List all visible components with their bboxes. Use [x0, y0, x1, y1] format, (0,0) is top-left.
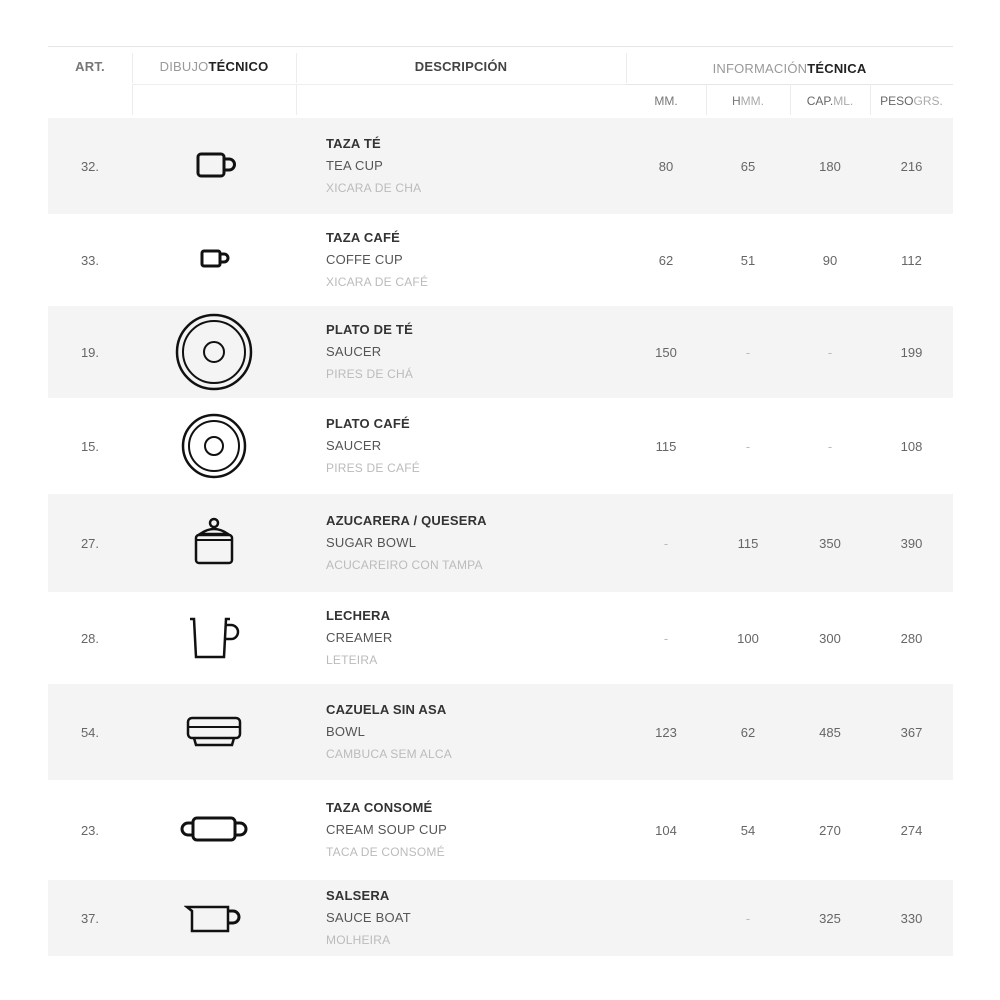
- coffee-saucer-icon: [132, 398, 296, 494]
- divider: [296, 84, 297, 115]
- table-row: [48, 118, 953, 214]
- name-pt: LETEIRA: [326, 653, 378, 667]
- art-number: 54.: [80, 724, 100, 740]
- subheader-peso-bold: PESO: [880, 93, 914, 108]
- name-pt: MOLHEIRA: [326, 933, 391, 947]
- name-en: CREAM SOUP CUP: [326, 822, 448, 837]
- value-cap: 90: [822, 252, 838, 268]
- value-mm: 62: [658, 252, 674, 268]
- table-row: [48, 684, 953, 780]
- divider: [132, 84, 626, 85]
- sauce-boat-icon: [132, 880, 296, 956]
- value-cap: -: [827, 438, 833, 454]
- divider: [870, 84, 871, 115]
- subheader-cap-light: ML.: [833, 93, 854, 108]
- name-en: CREAMER: [326, 630, 393, 645]
- divider: [132, 53, 133, 83]
- value-mm: 104: [655, 822, 677, 838]
- value-cap: 350: [819, 535, 841, 551]
- value-peso: 112: [901, 252, 922, 268]
- header-art: ART.: [75, 59, 105, 74]
- name-en: SAUCER: [326, 438, 382, 453]
- name-pt: TACA DE CONSOMÉ: [326, 845, 445, 859]
- table-row: [48, 880, 953, 956]
- value-cap: 325: [819, 910, 841, 926]
- value-mm: 150: [655, 344, 677, 360]
- subheader-mm: MM.: [654, 93, 678, 108]
- value-h: -: [745, 910, 751, 926]
- table-row: [48, 780, 953, 880]
- value-h: -: [745, 438, 751, 454]
- table-row: [48, 592, 953, 684]
- header-informacion-tecnica: [626, 47, 953, 85]
- subheader-h: [706, 84, 790, 117]
- name-en: SUGAR BOWL: [326, 535, 417, 550]
- header-info-bold: TÉCNICA: [807, 61, 867, 76]
- table-subheader: [48, 84, 953, 117]
- description: [296, 398, 626, 494]
- art-number: 27.: [80, 535, 100, 551]
- value-peso: 199: [900, 344, 923, 360]
- value-h: 51: [740, 252, 756, 268]
- name-en: COFFE CUP: [326, 252, 403, 267]
- art-number: 32.: [80, 158, 100, 174]
- name-pt: XICARA DE CHA: [326, 181, 422, 195]
- value-cap: 270: [819, 822, 841, 838]
- subheader-cap-bold: CAP.: [806, 93, 834, 108]
- tea-saucer-icon: [132, 306, 296, 398]
- description: [296, 780, 626, 880]
- description: [296, 118, 626, 214]
- value-cap: 300: [819, 630, 841, 646]
- subheader-cap: [790, 84, 870, 117]
- art-number: 33.: [80, 252, 100, 268]
- name-pt: XICARA DE CAFÉ: [326, 275, 429, 289]
- tea-cup-icon: [132, 118, 296, 214]
- description: [296, 494, 626, 592]
- art-number: 15.: [80, 438, 100, 454]
- name-es: LECHERA: [326, 608, 391, 623]
- value-h: 62: [740, 724, 756, 740]
- value-h: 100: [737, 630, 759, 646]
- description: [296, 306, 626, 398]
- divider: [132, 84, 133, 115]
- value-h: 54: [740, 822, 756, 838]
- name-es: PLATO CAFÉ: [326, 416, 410, 431]
- description: [296, 214, 626, 306]
- value-h: 65: [740, 158, 756, 174]
- name-pt: PIRES DE CAFÉ: [326, 461, 420, 475]
- art-number: 37.: [80, 910, 100, 926]
- subheader-peso: [870, 84, 953, 117]
- value-peso: 330: [900, 910, 923, 926]
- description: [296, 684, 626, 780]
- value-mm: 115: [655, 438, 677, 454]
- subheader-h-light: MM.: [740, 93, 764, 108]
- value-cap: 485: [819, 724, 841, 740]
- value-peso: 216: [900, 158, 923, 174]
- name-en: TEA CUP: [326, 158, 384, 173]
- divider: [296, 53, 297, 83]
- table-row: [48, 494, 953, 592]
- creamer-icon: [132, 592, 296, 684]
- divider: [626, 53, 627, 83]
- art-number: 23.: [80, 822, 100, 838]
- header-info-light: INFORMACIÓN: [712, 61, 808, 76]
- header-dibujo-light: DIBUJO: [159, 59, 209, 74]
- divider: [706, 84, 707, 115]
- table-row: [48, 214, 953, 306]
- subheader-peso-light: GRS.: [913, 93, 943, 108]
- subheader-h-bold: H: [732, 93, 741, 108]
- value-cap: 180: [819, 158, 841, 174]
- name-en: BOWL: [326, 724, 366, 739]
- sugar-bowl-icon: [132, 494, 296, 592]
- value-peso: 367: [900, 724, 923, 740]
- name-en: SAUCER: [326, 344, 382, 359]
- name-es: SALSERA: [326, 888, 390, 903]
- table-row: [48, 398, 953, 494]
- value-peso: 390: [900, 535, 923, 551]
- value-cap: -: [827, 344, 833, 360]
- name-es: TAZA TÉ: [326, 136, 381, 151]
- value-peso: 108: [900, 438, 923, 454]
- name-pt: PIRES DE CHÁ: [326, 367, 414, 381]
- value-mm: [626, 880, 706, 956]
- divider: [790, 84, 791, 115]
- name-en: SAUCE BOAT: [326, 910, 411, 925]
- header-dibujo-tecnico: [132, 47, 296, 85]
- value-h: 115: [737, 535, 759, 551]
- value-mm: 123: [655, 724, 677, 740]
- value-peso: 274: [900, 822, 923, 838]
- description: [296, 592, 626, 684]
- header-descripcion: DESCRIPCIÓN: [414, 59, 508, 74]
- value-mm: 80: [658, 158, 674, 174]
- value-h: -: [745, 344, 751, 360]
- name-es: PLATO DE TÉ: [326, 322, 413, 337]
- name-pt: CAMBUCA SEM ALCA: [326, 747, 452, 761]
- header-dibujo-bold: TÉCNICO: [208, 59, 269, 74]
- art-number: 19.: [80, 344, 100, 360]
- table-row: [48, 306, 953, 398]
- table-header: [48, 46, 953, 85]
- name-es: CAZUELA SIN ASA: [326, 702, 447, 717]
- soup-cup-icon: [132, 780, 296, 880]
- value-peso: 280: [900, 630, 923, 646]
- bowl-icon: [132, 684, 296, 780]
- coffee-cup-icon: [132, 214, 296, 306]
- name-es: AZUCARERA / QUESERA: [326, 513, 487, 528]
- name-pt: ACUCAREIRO CON TAMPA: [326, 558, 483, 572]
- name-es: TAZA CAFÉ: [326, 230, 401, 245]
- description: [296, 880, 626, 956]
- name-es: TAZA CONSOMÉ: [326, 800, 433, 815]
- value-mm: -: [663, 535, 669, 551]
- value-mm: -: [663, 630, 669, 646]
- art-number: 28.: [80, 630, 100, 646]
